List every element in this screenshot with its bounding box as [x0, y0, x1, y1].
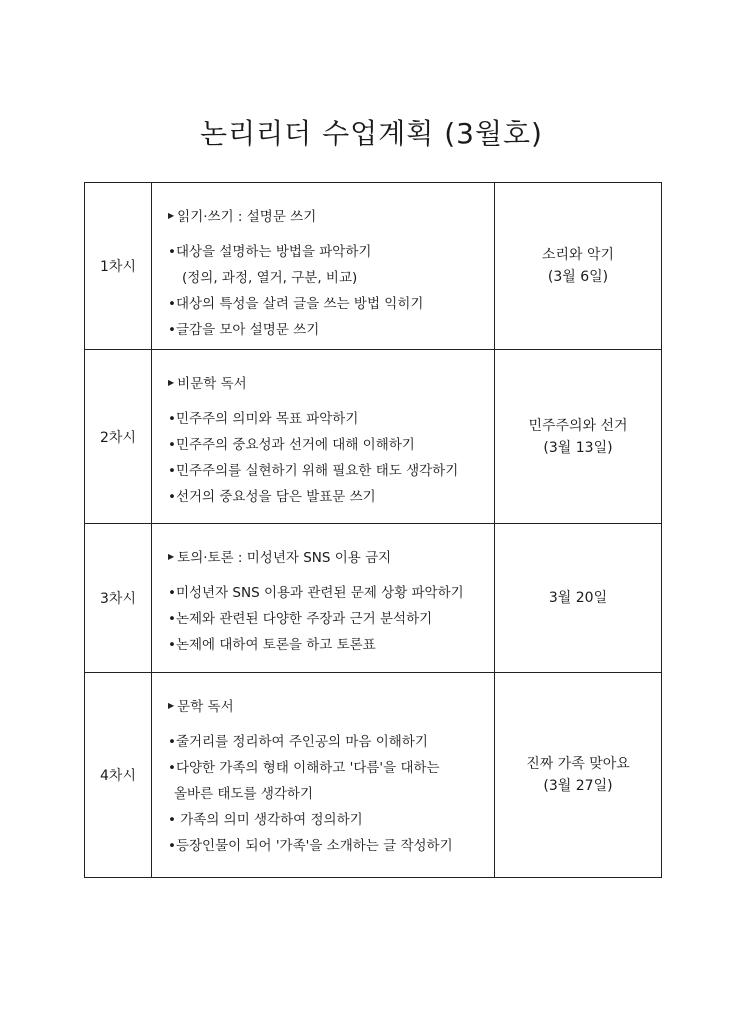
topic-cell [495, 673, 662, 878]
list-item: •민주주의 의미와 목표 파악하기 [168, 411, 359, 427]
list-item: •선거의 중요성을 담은 발표문 쓰기 [168, 489, 376, 505]
list-item: •줄거리를 정리하여 주인공의 마음 이해하기 [168, 734, 428, 750]
session-content [152, 350, 495, 524]
topic-date: (3월 6일) [547, 269, 609, 285]
table-row [85, 183, 662, 350]
topic-date: (3월 27일) [543, 778, 613, 794]
list-item: •논제와 관련된 다양한 주장과 근거 분석하기 [168, 611, 433, 627]
list-item-continuation: (정의, 과정, 열거, 구분, 비교) [182, 270, 358, 286]
section-heading-text: 토의·토론 : 미성년자 SNS 이용 금지 [177, 550, 392, 566]
list-item: •미성년자 SNS 이용과 관련된 문제 상황 파악하기 [168, 585, 464, 601]
list-item-continuation: 올바른 태도를 생각하기 [174, 786, 313, 802]
session-label: 1차시 [85, 183, 152, 350]
list-item: •민주주의를 실현하기 위해 필요한 태도 생각하기 [168, 463, 459, 479]
list-item: •다양한 가족의 형태 이해하고 '다름'을 대하는 [168, 760, 440, 776]
session-label: 2차시 [85, 350, 152, 524]
topic-cell [495, 350, 662, 524]
topic-title: 진짜 가족 맞아요 [526, 756, 630, 772]
triangle-bullet-icon: ▶ [168, 700, 175, 710]
triangle-bullet-icon: ▶ [168, 377, 175, 387]
section-heading [168, 372, 494, 392]
session-content [152, 183, 495, 350]
topic-cell [495, 524, 662, 673]
list-item: •등장인물이 되어 '가족'을 소개하는 글 작성하기 [168, 838, 453, 854]
session-content [152, 673, 495, 878]
topic-title: 소리와 악기 [541, 247, 615, 263]
list-item: •대상을 설명하는 방법을 파악하기 [168, 244, 372, 260]
section-heading [168, 546, 494, 566]
list-item: •대상의 특성을 살려 글을 쓰는 방법 익히기 [168, 296, 424, 312]
section-heading-text: 문학 독서 [177, 699, 234, 715]
table-row [85, 524, 662, 673]
triangle-bullet-icon: ▶ [168, 210, 175, 220]
session-label: 4차시 [85, 673, 152, 878]
section-heading-text: 비문학 독서 [177, 376, 247, 392]
session-content [152, 524, 495, 673]
topic-date: (3월 13일) [543, 439, 613, 456]
section-heading [168, 205, 494, 225]
list-item: •논제에 대하여 토론을 하고 토론표 [168, 637, 376, 653]
lesson-plan-table [84, 182, 662, 878]
table-row [85, 673, 662, 878]
section-heading [168, 695, 494, 715]
list-item: • 가족의 의미 생각하여 정의하기 [168, 812, 363, 828]
topic-title: 3월 20일 [548, 590, 608, 606]
session-label: 3차시 [85, 524, 152, 673]
list-item: •민주주의 중요성과 선거에 대해 이해하기 [168, 437, 415, 453]
table-row [85, 350, 662, 524]
page-title: 논리리더 수업계획 (3월호) [200, 117, 543, 150]
topic-cell [495, 183, 662, 350]
topic-title: 민주주의와 선거 [528, 417, 628, 434]
triangle-bullet-icon: ▶ [168, 551, 175, 561]
section-heading-text: 읽기·쓰기 : 설명문 쓰기 [177, 209, 317, 225]
list-item: •글감을 모아 설명문 쓰기 [168, 322, 320, 338]
